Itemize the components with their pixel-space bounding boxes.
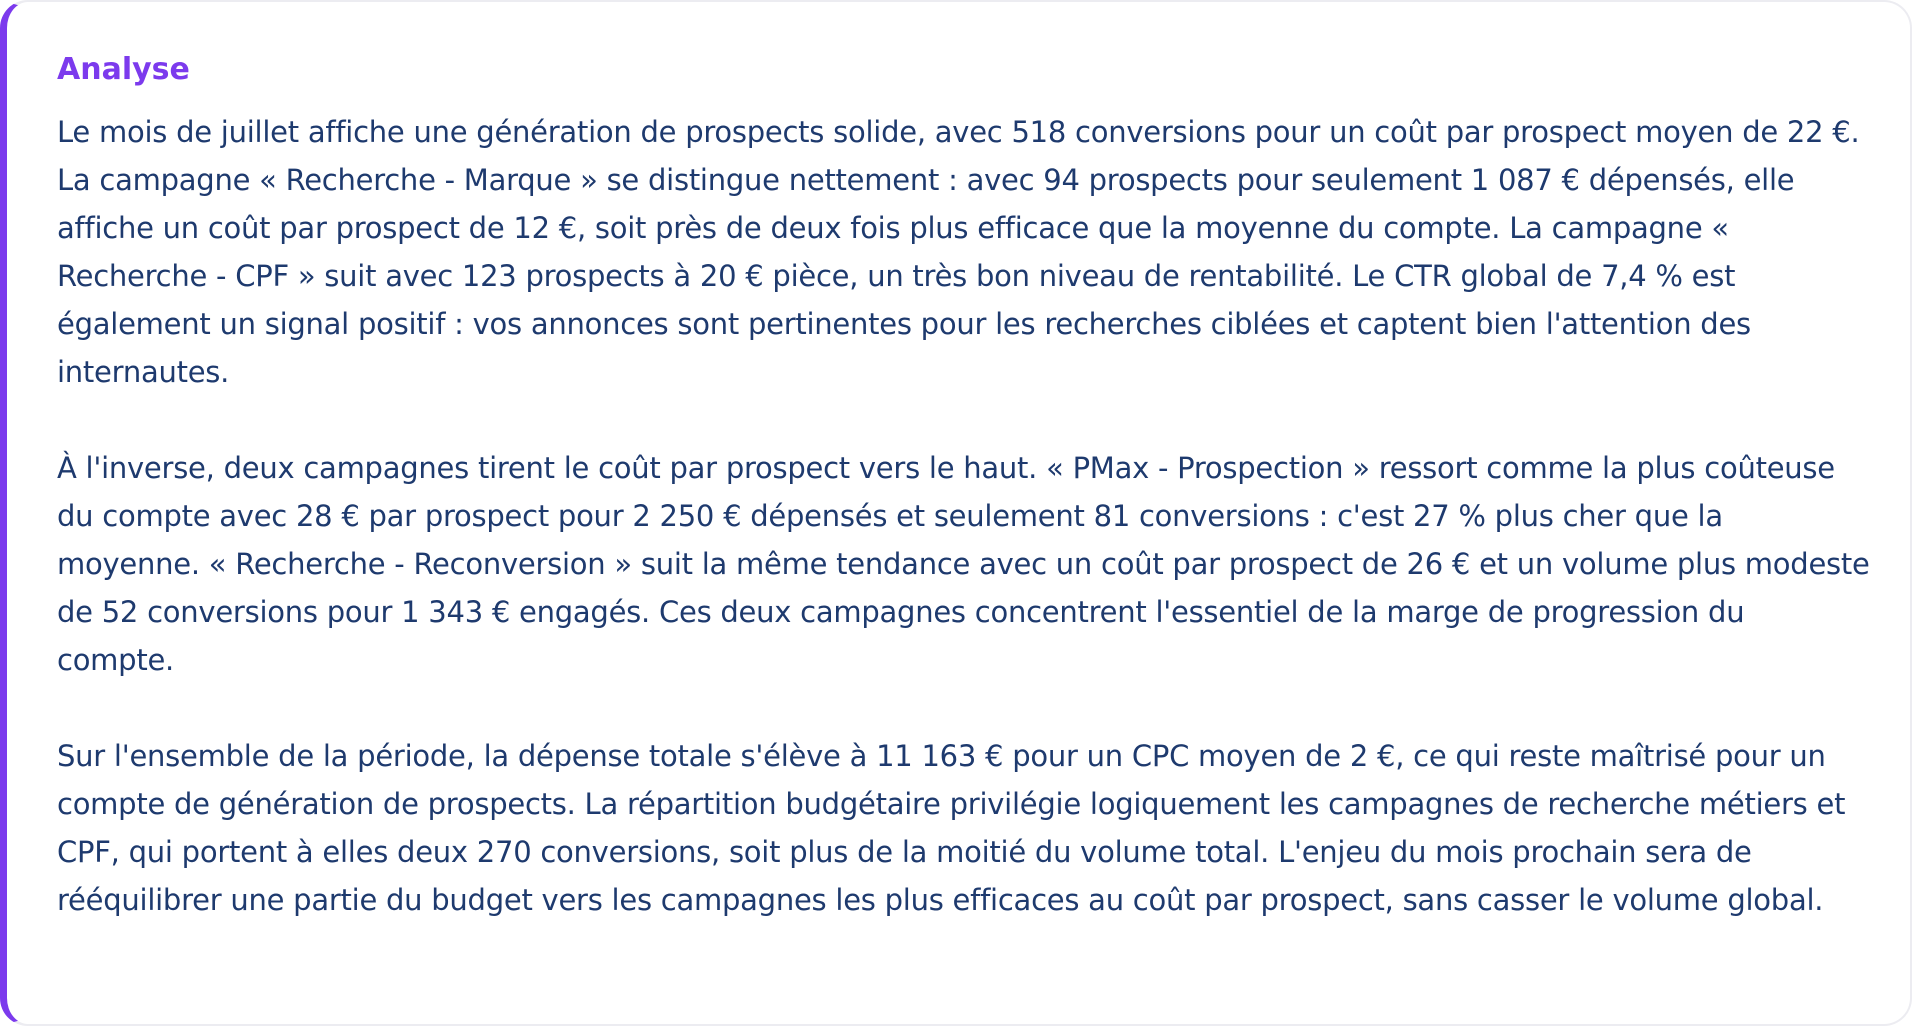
analysis-paragraph-3: Sur l'ensemble de la période, la dépense totale s'élève à 11 163 € pour un CPC moyen de 2 €, ce qui reste maîtrisé pour un compte de génération de prospects. La répartition budgétaire privilégie logiquement les campagnes de recherche métiers et CPF, qui portent à elles deux 270 conversions, soit plus de la moitié du volume total. L'enjeu du mois prochain sera de rééquilibrer une partie du budget vers les campagnes les plus efficaces au coût par prospect, sans casser le volume global. — [57, 739, 1846, 917]
analysis-title: Analyse — [57, 52, 190, 87]
analysis-paragraph-2: À l'inverse, deux campagnes tirent le coût par prospect vers le haut. « PMax - Prospection » ressort comme la plus coûteuse du compte avec 28 € par prospect pour 2 250 € dépensés et seulement 81 conversions : c'est 27 % plus cher que la moyenne. « Recherche - Reconversion » suit la même tendance avec un coût par prospect de 26 € et un volume plus modeste de 52 conversions pour 1 343 € engagés. Ces deux campagnes concentrent l'essentiel de la marge de progression du compte. — [57, 451, 1870, 677]
analysis-paragraph-1: Le mois de juillet affiche une génération de prospects solide, avec 518 conversions pour un coût par prospect moyen de 22 €. La campagne « Recherche - Marque » se distingue nettement : avec 94 prospects pour seulement 1 087 € dépensés, elle affiche un coût par prospect de 12 €, soit près de deux fois plus efficace que la moyenne du compte. La campagne « Recherche - CPF » suit avec 123 prospects à 20 € pièce, un très bon niveau de rentabilité. Le CTR global de 7,4 % est également un signal positif : vos annonces sont pertinentes pour les recherches ciblées et captent bien l'attention des internautes. — [57, 115, 1860, 389]
